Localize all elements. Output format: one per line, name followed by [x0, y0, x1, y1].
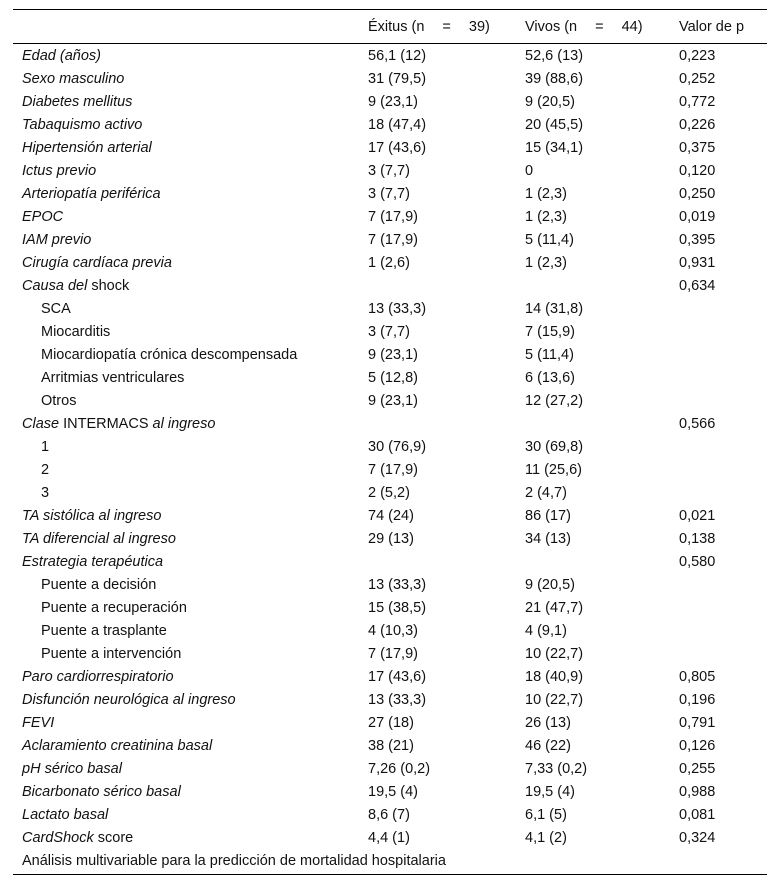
row-p-value: 0,250: [679, 185, 716, 202]
table-row: [13, 481, 767, 504]
header-row: [13, 10, 767, 44]
row-variable-text: Disfunción neurológica al ingreso: [22, 691, 236, 708]
row-p-value: 0,255: [679, 760, 716, 777]
row-exitus-value: [368, 412, 525, 435]
row-exitus-value: 31 (79,5): [368, 70, 427, 87]
header-p-value-label: Valor de p: [679, 18, 745, 35]
row-exitus-value: 7 (17,9): [368, 208, 418, 225]
row-variable-text: Puente a recuperación: [41, 599, 187, 616]
row-exitus-value: 38 (21): [368, 737, 414, 754]
row-variable-text: SCA: [41, 300, 71, 317]
row-variable-label: [13, 90, 368, 113]
row-p-value: 0,566: [679, 415, 716, 432]
row-exitus-value: 17 (43,6): [368, 668, 427, 685]
row-variable-text: EPOC: [22, 208, 64, 225]
table-row: [13, 113, 767, 136]
row-exitus-value: 1 (2,6): [368, 254, 410, 271]
row-variable-text: Tabaquismo activo: [22, 116, 143, 133]
row-p-value: 0,791: [679, 714, 716, 731]
row-exitus-value: 13 (33,3): [368, 576, 427, 593]
table-row: [13, 619, 767, 642]
row-vivos-value: 11 (25,6): [525, 461, 582, 478]
row-variable-text: al ingreso: [152, 415, 216, 432]
row-p-value: 0,805: [679, 668, 716, 685]
row-p-value: [679, 320, 767, 343]
row-vivos-value: 39 (88,6): [525, 70, 584, 87]
row-vivos-value: 5 (11,4): [525, 346, 574, 363]
row-vivos-value: 6,1 (5): [525, 806, 567, 823]
row-variable-label: [13, 550, 368, 573]
row-p-value: 0,252: [679, 70, 716, 87]
row-p-value: [679, 619, 767, 642]
row-variable-text: Arteriopatía periférica: [22, 185, 161, 202]
table-row: [13, 90, 767, 113]
row-vivos-value: 34 (13): [525, 530, 571, 547]
row-exitus-value: 27 (18): [368, 714, 414, 731]
row-variable-text: Puente a decisión: [41, 576, 157, 593]
row-vivos-value: 46 (22): [525, 737, 571, 754]
header-exitus-n: 39): [468, 18, 490, 35]
row-p-value: [679, 389, 767, 412]
row-variable-label: [13, 734, 368, 757]
row-p-value: 0,081: [679, 806, 716, 823]
row-variable-label: [13, 780, 368, 803]
header-vivos-n: 44): [621, 18, 643, 35]
row-exitus-value: 2 (5,2): [368, 484, 410, 501]
row-vivos-value: 10 (22,7): [525, 691, 584, 708]
row-variable-text: Lactato basal: [22, 806, 109, 823]
row-p-value: 0,375: [679, 139, 716, 156]
row-p-value: 0,931: [679, 254, 716, 271]
footer-row: [13, 849, 767, 875]
row-variable-text: Arritmias ventriculares: [41, 369, 185, 386]
row-exitus-value: 15 (38,5): [368, 599, 427, 616]
table-row: [13, 458, 767, 481]
row-variable-label: [13, 435, 368, 458]
row-variable-text: Paro cardiorrespiratorio: [22, 668, 174, 685]
results-table-container: [13, 9, 767, 875]
row-vivos-value: 1 (2,3): [525, 254, 567, 271]
row-variable-text: Bicarbonato sérico basal: [22, 783, 181, 800]
table-row: [13, 573, 767, 596]
row-p-value: 0,223: [679, 47, 716, 64]
row-exitus-value: 29 (13): [368, 530, 414, 547]
row-p-value: 0,120: [679, 162, 716, 179]
row-p-value: [679, 642, 767, 665]
row-variable-text: Clase: [22, 415, 60, 432]
row-variable-label: [13, 320, 368, 343]
table-row: [13, 159, 767, 182]
row-exitus-value: 13 (33,3): [368, 691, 427, 708]
row-variable-text: Ictus previo: [22, 162, 97, 179]
table-row: [13, 274, 767, 297]
header-vivos-cell: [525, 10, 679, 44]
row-variable-text: shock: [87, 277, 130, 294]
header-exitus-equals: =: [442, 18, 451, 35]
row-variable-label: [13, 803, 368, 826]
row-vivos-value: 1 (2,3): [525, 185, 567, 202]
table-row: [13, 757, 767, 780]
row-vivos-value: 2 (4,7): [525, 484, 567, 501]
row-vivos-value: 20 (45,5): [525, 116, 584, 133]
table-row: [13, 688, 767, 711]
header-vivos-equals: =: [595, 18, 604, 35]
table-row: [13, 780, 767, 803]
row-variable-label: [13, 826, 368, 849]
row-variable-label: [13, 67, 368, 90]
table-row: [13, 182, 767, 205]
table-row: [13, 550, 767, 573]
row-variable-text: Otros: [41, 392, 77, 409]
table-row: [13, 642, 767, 665]
row-variable-label: [13, 504, 368, 527]
row-exitus-value: 30 (76,9): [368, 438, 427, 455]
row-variable-text: 2: [41, 461, 50, 478]
row-variable-text: Cirugía cardíaca previa: [22, 254, 172, 271]
table-row: [13, 136, 767, 159]
row-p-value: [679, 596, 767, 619]
row-variable-label: [13, 458, 368, 481]
row-variable-text: Puente a trasplante: [41, 622, 167, 639]
row-vivos-value: 21 (47,7): [525, 599, 584, 616]
header-p-value-cell: [679, 10, 767, 44]
row-variable-label: [13, 182, 368, 205]
row-vivos-value: 26 (13): [525, 714, 571, 731]
row-variable-text: TA diferencial al ingreso: [22, 530, 176, 547]
row-p-value: [679, 297, 767, 320]
header-variable-cell: [13, 10, 368, 44]
row-p-value: 0,138: [679, 530, 716, 547]
table-row: [13, 205, 767, 228]
row-vivos-value: 30 (69,8): [525, 438, 584, 455]
row-variable-label: [13, 573, 368, 596]
row-variable-label: [13, 688, 368, 711]
row-variable-label: [13, 228, 368, 251]
row-vivos-value: 86 (17): [525, 507, 571, 524]
row-vivos-value: 15 (34,1): [525, 139, 584, 156]
row-exitus-value: 3 (7,7): [368, 162, 410, 179]
row-exitus-value: 9 (23,1): [368, 392, 418, 409]
row-variable-label: [13, 113, 368, 136]
row-variable-label: [13, 274, 368, 297]
row-exitus-value: [368, 274, 525, 297]
row-variable-text: 3: [41, 484, 50, 501]
row-p-value: 0,226: [679, 116, 716, 133]
table-row: [13, 826, 767, 849]
row-variable-label: [13, 251, 368, 274]
row-variable-label: [13, 366, 368, 389]
row-vivos-value: 52,6 (13): [525, 47, 584, 64]
row-p-value: 0,395: [679, 231, 716, 248]
row-exitus-value: 7 (17,9): [368, 231, 418, 248]
row-p-value: [679, 458, 767, 481]
row-vivos-value: 18 (40,9): [525, 668, 584, 685]
table-row: [13, 435, 767, 458]
row-variable-text: pH sérico basal: [22, 760, 122, 777]
table-row: [13, 504, 767, 527]
row-exitus-value: 56,1 (12): [368, 47, 427, 64]
table-row: [13, 366, 767, 389]
row-variable-label: [13, 619, 368, 642]
row-exitus-value: 5 (12,8): [368, 369, 418, 386]
row-variable-text: 1: [41, 438, 50, 455]
row-variable-label: [13, 389, 368, 412]
row-vivos-value: 5 (11,4): [525, 231, 574, 248]
row-p-value: 0,988: [679, 783, 716, 800]
row-vivos-value: 10 (22,7): [525, 645, 584, 662]
row-vivos-value: 6 (13,6): [525, 369, 575, 386]
table-row: [13, 320, 767, 343]
row-variable-text: Estrategia terapéutica: [22, 553, 164, 570]
table-row: [13, 389, 767, 412]
row-variable-text: CardShock: [22, 829, 94, 846]
row-variable-label: [13, 44, 368, 68]
table-row: [13, 297, 767, 320]
row-variable-text: Diabetes mellitus: [22, 93, 133, 110]
row-p-value: [679, 573, 767, 596]
table-row: [13, 44, 767, 68]
row-exitus-value: 4,4 (1): [368, 829, 410, 846]
row-variable-label: [13, 711, 368, 734]
row-variable-label: [13, 665, 368, 688]
row-vivos-value: 1 (2,3): [525, 208, 567, 225]
row-variable-label: [13, 596, 368, 619]
table-row: [13, 665, 767, 688]
row-exitus-value: [368, 550, 525, 573]
row-variable-text: Causa del: [22, 277, 88, 294]
row-exitus-value: 4 (10,3): [368, 622, 418, 639]
row-p-value: 0,126: [679, 737, 716, 754]
row-exitus-value: 7 (17,9): [368, 461, 418, 478]
table-row: [13, 527, 767, 550]
row-p-value: [679, 343, 767, 366]
row-variable-text: Aclaramiento creatinina basal: [22, 737, 213, 754]
row-vivos-value: [525, 274, 679, 297]
row-variable-label: [13, 205, 368, 228]
row-vivos-value: 7 (15,9): [525, 323, 575, 340]
row-vivos-value: 4 (9,1): [525, 622, 567, 639]
row-vivos-value: 14 (31,8): [525, 300, 584, 317]
row-exitus-value: 3 (7,7): [368, 323, 410, 340]
row-exitus-value: 18 (47,4): [368, 116, 427, 133]
row-variable-text: Miocarditis: [41, 323, 111, 340]
row-variable-text: Puente a intervención: [41, 645, 182, 662]
row-variable-label: [13, 297, 368, 320]
row-p-value: 0,634: [679, 277, 716, 294]
row-variable-label: [13, 159, 368, 182]
table-row: [13, 711, 767, 734]
row-exitus-value: 9 (23,1): [368, 346, 418, 363]
row-variable-text: IAM previo: [22, 231, 92, 248]
table-row: [13, 67, 767, 90]
row-exitus-value: 7,26 (0,2): [368, 760, 431, 777]
table-row: [13, 803, 767, 826]
row-exitus-value: 19,5 (4): [368, 783, 418, 800]
table-row: [13, 734, 767, 757]
table-row: [13, 228, 767, 251]
row-variable-label: [13, 412, 368, 435]
row-variable-label: [13, 343, 368, 366]
row-variable-text: Edad (años): [22, 47, 101, 64]
row-variable-text: Miocardiopatía crónica descompensada: [41, 346, 298, 363]
row-vivos-value: 9 (20,5): [525, 93, 575, 110]
row-variable-text: INTERMACS: [59, 415, 153, 432]
row-p-value: 0,021: [679, 507, 716, 524]
row-p-value: 0,196: [679, 691, 716, 708]
header-exitus-cell: [368, 10, 525, 44]
row-vivos-value: 4,1 (2): [525, 829, 567, 846]
table-row: [13, 412, 767, 435]
row-variable-label: [13, 527, 368, 550]
table-row: [13, 251, 767, 274]
row-p-value: [679, 481, 767, 504]
row-p-value: [679, 366, 767, 389]
header-exitus-label: Éxitus (n: [368, 18, 425, 35]
footer-note: Análisis multivariable para la predicción de mortalidad hospitalaria: [13, 849, 767, 875]
row-variable-label: [13, 757, 368, 780]
row-vivos-value: [525, 550, 679, 573]
row-variable-text: score: [93, 829, 134, 846]
row-vivos-value: 0: [525, 162, 534, 179]
row-exitus-value: 74 (24): [368, 507, 414, 524]
row-vivos-value: 7,33 (0,2): [525, 760, 588, 777]
row-exitus-value: 17 (43,6): [368, 139, 427, 156]
table-row: [13, 596, 767, 619]
row-variable-label: [13, 136, 368, 159]
row-variable-text: Hipertensión arterial: [22, 139, 152, 156]
header-vivos-label: Vivos (n: [525, 18, 578, 35]
row-variable-label: [13, 481, 368, 504]
table-header: [13, 10, 767, 44]
row-exitus-value: 9 (23,1): [368, 93, 418, 110]
row-p-value: 0,019: [679, 208, 716, 225]
row-vivos-value: 12 (27,2): [525, 392, 584, 409]
row-exitus-value: 13 (33,3): [368, 300, 427, 317]
table-footer: [13, 849, 767, 875]
row-vivos-value: 19,5 (4): [525, 783, 575, 800]
row-p-value: 0,324: [679, 829, 716, 846]
row-variable-text: FEVI: [22, 714, 55, 731]
row-p-value: 0,772: [679, 93, 716, 110]
row-exitus-value: 7 (17,9): [368, 645, 418, 662]
results-table: [13, 9, 767, 875]
row-vivos-value: 9 (20,5): [525, 576, 575, 593]
row-variable-text: TA sistólica al ingreso: [22, 507, 162, 524]
table-body: [13, 44, 767, 850]
row-variable-label: [13, 642, 368, 665]
row-variable-text: Sexo masculino: [22, 70, 125, 87]
row-p-value: 0,580: [679, 553, 716, 570]
row-exitus-value: 8,6 (7): [368, 806, 410, 823]
row-vivos-value: [525, 412, 679, 435]
table-row: [13, 343, 767, 366]
row-p-value: [679, 435, 767, 458]
row-exitus-value: 3 (7,7): [368, 185, 410, 202]
